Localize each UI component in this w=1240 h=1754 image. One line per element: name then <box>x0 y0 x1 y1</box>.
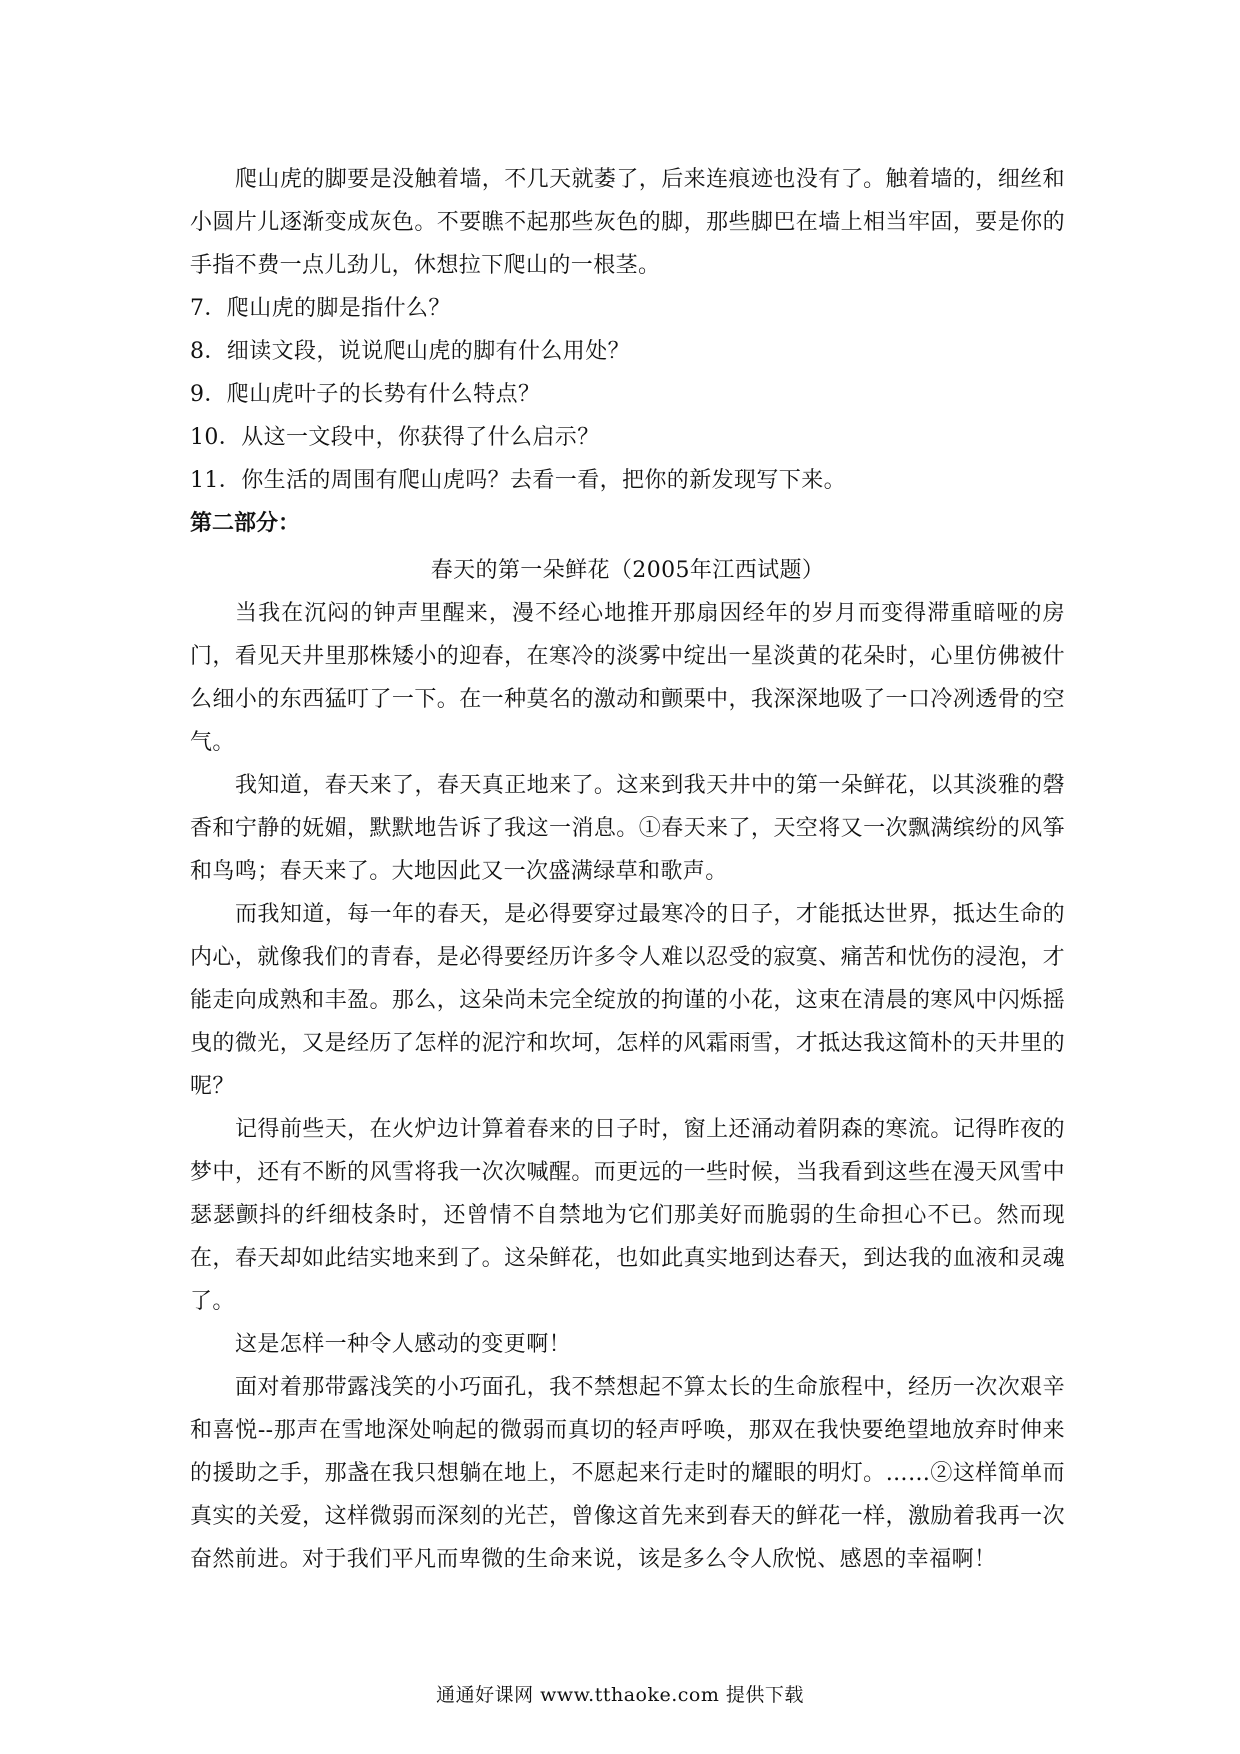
article-paragraph: 这是怎样一种令人感动的变更啊！ <box>235 1332 572 1357</box>
article-paragraph: 面对着那带露浅笑的小巧面孔，我不禁想起不算太长的生命旅程中，经历一次次艰辛和喜悦--那声在雪地深处响起的微弱而真切的轻声呼唤，那双在我快要绝望地放弃时伸来的援助之手，那盏在我只想躺在地上，不愿起来行走时的耀眼的明灯。……②这样简单而真实的关爱，这样微弱而深刻的光芒，曾像这首先来到春天的鲜花一样，激励着我再一次奋然前进。对于我们平凡而卑微的生命来说，该是多么令人欣悦、感恩的幸福啊！ <box>190 1375 1065 1572</box>
article-paragraph: 记得前些天，在火炉边计算着春来的日子时，窗上还涌动着阴森的寒流。记得昨夜的梦中，还有不断的风雪将我一次次喊醒。而更远的一些时候，当我看到这些在漫天风雪中瑟瑟颤抖的纤细枝条时，还曾情不自禁地为它们那美好而脆弱的生命担心不已。然而现在，春天却如此结实地来到了。这朵鲜花，也如此真实地到达春天，到达我的血液和灵魂了。 <box>190 1117 1065 1314</box>
article-paragraph: 当我在沉闷的钟声里醒来，漫不经心地推开那扇因经年的岁月而变得滞重暗哑的房门，看见天井里那株矮小的迎春，在寒冷的淡雾中绽出一星淡黄的花朵时，心里仿佛被什么细小的东西猛叮了一下。在一种莫名的激动和颤栗中，我深深地吸了一口冷冽透骨的空气。 <box>190 601 1065 755</box>
intro-paragraph: 爬山虎的脚要是没触着墙，不几天就萎了，后来连痕迹也没有了。触着墙的，细丝和小圆片儿逐渐变成灰色。不要瞧不起那些灰色的脚，那些脚巴在墙上相当牢固，要是你的手指不费一点儿劲儿，休想拉下爬山的一根茎。 <box>190 167 1065 278</box>
article-paragraph: 而我知道，每一年的春天，是必得要穿过最寒冷的日子，才能抵达世界，抵达生命的内心，就像我们的青春，是必得要经历许多令人难以忍受的寂寞、痛苦和忧伤的浸泡，才能走向成熟和丰盈。那么，这朵尚未完全绽放的拘谨的小花，这束在清晨的寒风中闪烁摇曳的微光，又是经历了怎样的泥泞和坎坷，怎样的风霜雨雪，才抵达我这简朴的天井里的呢？ <box>190 902 1065 1099</box>
question-9: 9．爬山虎叶子的长势有什么特点？ <box>190 382 541 407</box>
article-title: 春天的第一朵鲜花（2005年江西试题） <box>430 558 825 583</box>
article-paragraph: 我知道，春天来了，春天真正地来了。这来到我天井中的第一朵鲜花，以其淡雅的磬香和宁静的妩媚，默默地告诉了我这一消息。①春天来了，天空将又一次飘满缤纷的风筝和鸟鸣；春天来了。大地因此又一次盛满绿草和歌声。 <box>190 773 1065 884</box>
question-10: 10．从这一文段中，你获得了什么启示？ <box>190 425 600 450</box>
section-heading: 第二部分： <box>190 511 301 536</box>
document-body <box>190 158 1065 1581</box>
page-footer: 通通好课网 www.tthaoke.com 提供下载 <box>436 1684 804 1706</box>
question-11: 11．你生活的周围有爬山虎吗？去看一看，把你的新发现写下来。 <box>190 468 846 493</box>
question-8: 8．细读文段，说说爬山虎的脚有什么用处？ <box>190 339 630 364</box>
question-7: 7．爬山虎的脚是指什么？ <box>190 296 451 321</box>
